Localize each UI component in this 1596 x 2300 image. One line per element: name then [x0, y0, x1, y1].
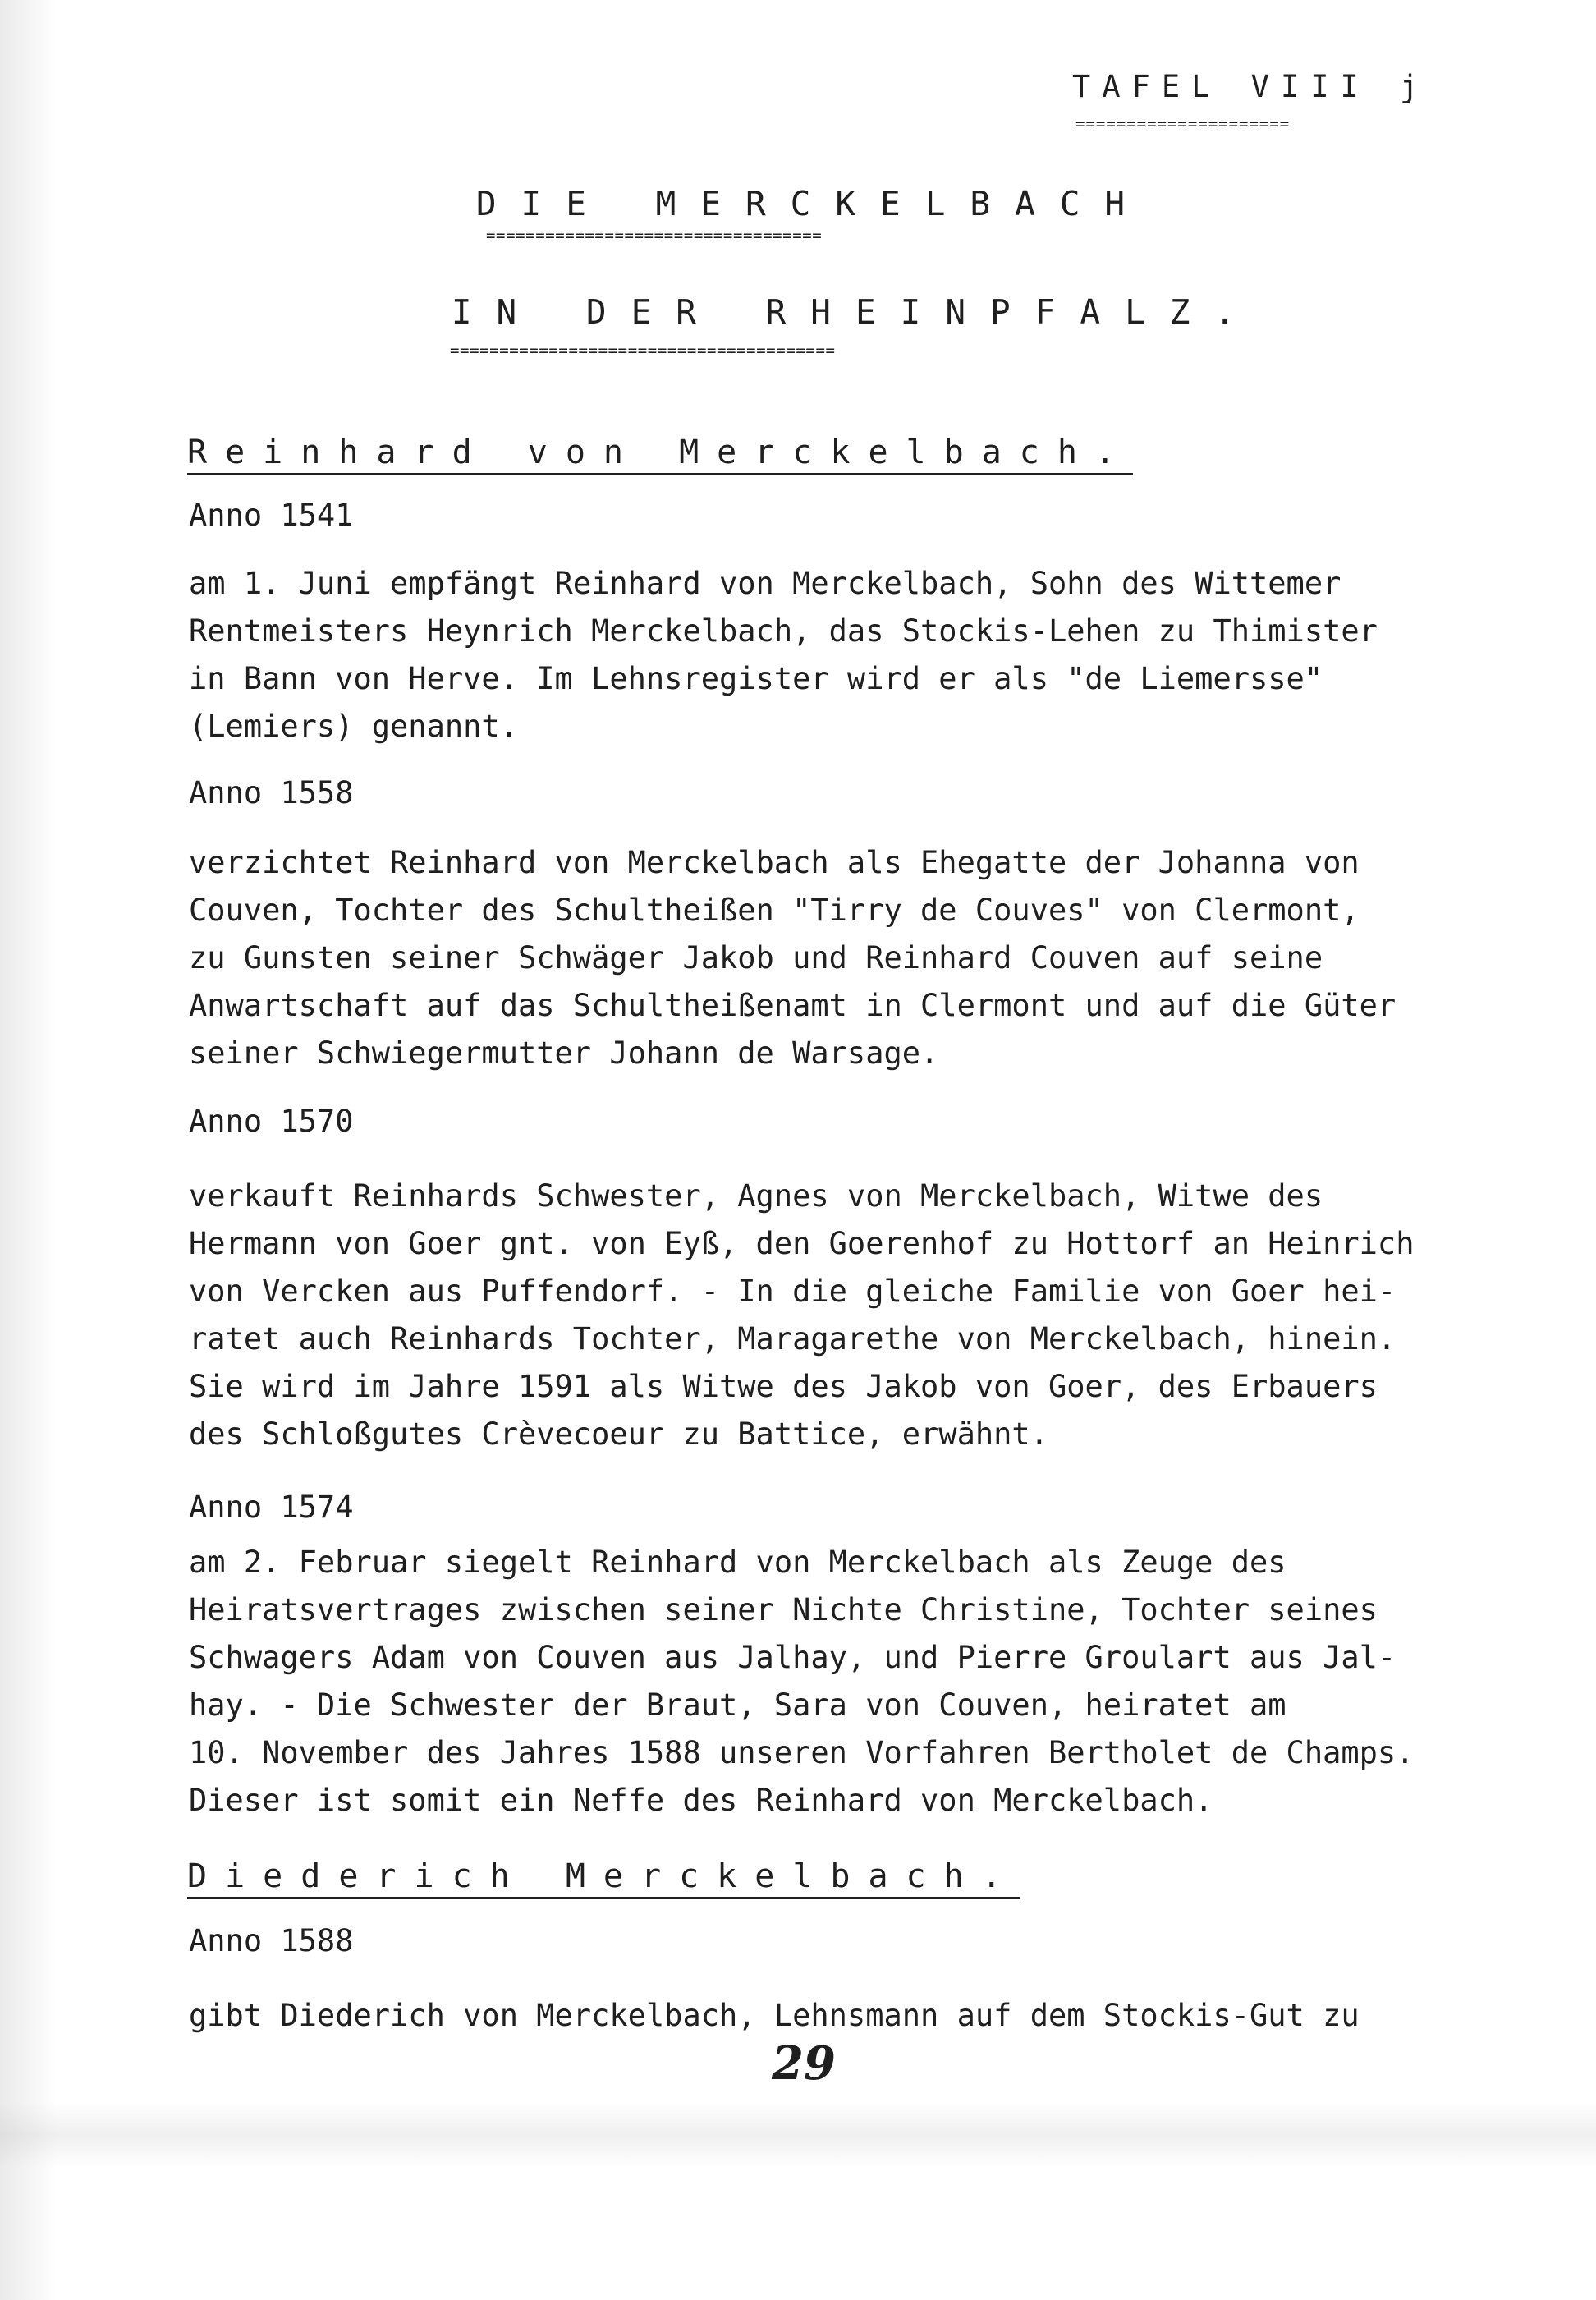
- scan-edge-shadow: [0, 0, 57, 2300]
- scan-bottom-shadow: [0, 2102, 1596, 2168]
- document-title: DIE MERCKELBACH: [475, 184, 1150, 223]
- section-heading-reinhard: Reinhard von Merckelbach.: [187, 434, 1133, 475]
- text-line: zu Gunsten seiner Schwäger Jakob und Reinhard Couven auf seine: [189, 940, 1323, 976]
- text-line: Rentmeisters Heynrich Merckelbach, das Stockis-Lehen zu Thimister: [189, 613, 1378, 649]
- text-line: 10. November des Jahres 1588 unseren Vorfahren Bertholet de Champs.: [189, 1735, 1415, 1770]
- subtitle-rule: =======================================: [450, 342, 836, 360]
- text-line: hay. - Die Schwester der Braut, Sara von Couven, heiratet am: [189, 1687, 1286, 1723]
- text-line: Anwartschaft auf das Schultheißenamt in Clermont und auf die Güter: [189, 988, 1396, 1023]
- text-line: in Bann von Herve. Im Lehnsregister wird er als "de Liemersse": [189, 661, 1323, 696]
- plate-label: TAFEL VIII j: [1072, 69, 1430, 104]
- entry-year: Anno 1588: [189, 1923, 354, 1958]
- text-line: Hermann von Goer gnt. von Eyß, den Goerenhof zu Hottorf an Heinrich: [189, 1226, 1415, 1261]
- entry-text: [189, 839, 1535, 1077]
- entry-text: [189, 1173, 1535, 1458]
- text-line: (Lemiers) genannt.: [189, 709, 518, 744]
- text-line: von Vercken aus Puffendorf. - In die gleiche Familie von Goer hei-: [189, 1274, 1396, 1309]
- entry-text: [189, 1539, 1535, 1825]
- title-rule: ==================================: [486, 227, 823, 245]
- plate-label-rule: =====================: [1075, 115, 1291, 133]
- entry-year: Anno 1570: [189, 1104, 354, 1139]
- text-line: Dieser ist somit ein Neffe des Reinhard von Merckelbach.: [189, 1783, 1213, 1818]
- text-line: seiner Schwiegermutter Johann de Warsage.: [189, 1035, 939, 1071]
- entry-year: Anno 1558: [189, 775, 354, 810]
- text-line: ratet auch Reinhards Tochter, Maragarethe von Merckelbach, hinein.: [189, 1321, 1396, 1357]
- text-line: des Schloßgutes Crèvecoeur zu Battice, erwähnt.: [189, 1416, 1048, 1452]
- text-line: Schwagers Adam von Couven aus Jalhay, und Pierre Groulart aus Jal-: [189, 1640, 1396, 1675]
- text-line: Sie wird im Jahre 1591 als Witwe des Jakob von Goer, des Erbauers: [189, 1369, 1378, 1404]
- entry-text: [189, 1992, 1535, 2040]
- text-line: Couven, Tochter des Schultheißen "Tirry de Couves" von Clermont,: [189, 893, 1360, 928]
- entry-text: [189, 560, 1535, 751]
- section-heading-diederich: Diederich Merckelbach.: [187, 1857, 1020, 1899]
- text-line: verzichtet Reinhard von Merckelbach als Ehegatte der Johanna von: [189, 845, 1360, 880]
- page-number: 29: [772, 2036, 836, 2091]
- entry-year: Anno 1574: [189, 1490, 354, 1525]
- text-line: am 1. Juni empfängt Reinhard von Merckelbach, Sohn des Wittemer: [189, 566, 1341, 601]
- text-line: am 2. Februar siegelt Reinhard von Merckelbach als Zeuge des: [189, 1545, 1286, 1580]
- entry-year: Anno 1541: [189, 498, 354, 533]
- text-line: Heiratsvertrages zwischen seiner Nichte Christine, Tochter seines: [189, 1592, 1378, 1627]
- text-line: verkauft Reinhards Schwester, Agnes von Merckelbach, Witwe des: [189, 1178, 1323, 1214]
- text-line: gibt Diederich von Merckelbach, Lehnsmann auf dem Stockis-Gut zu: [189, 1998, 1360, 2033]
- document-subtitle: IN DER RHEINPFALZ.: [451, 292, 1260, 332]
